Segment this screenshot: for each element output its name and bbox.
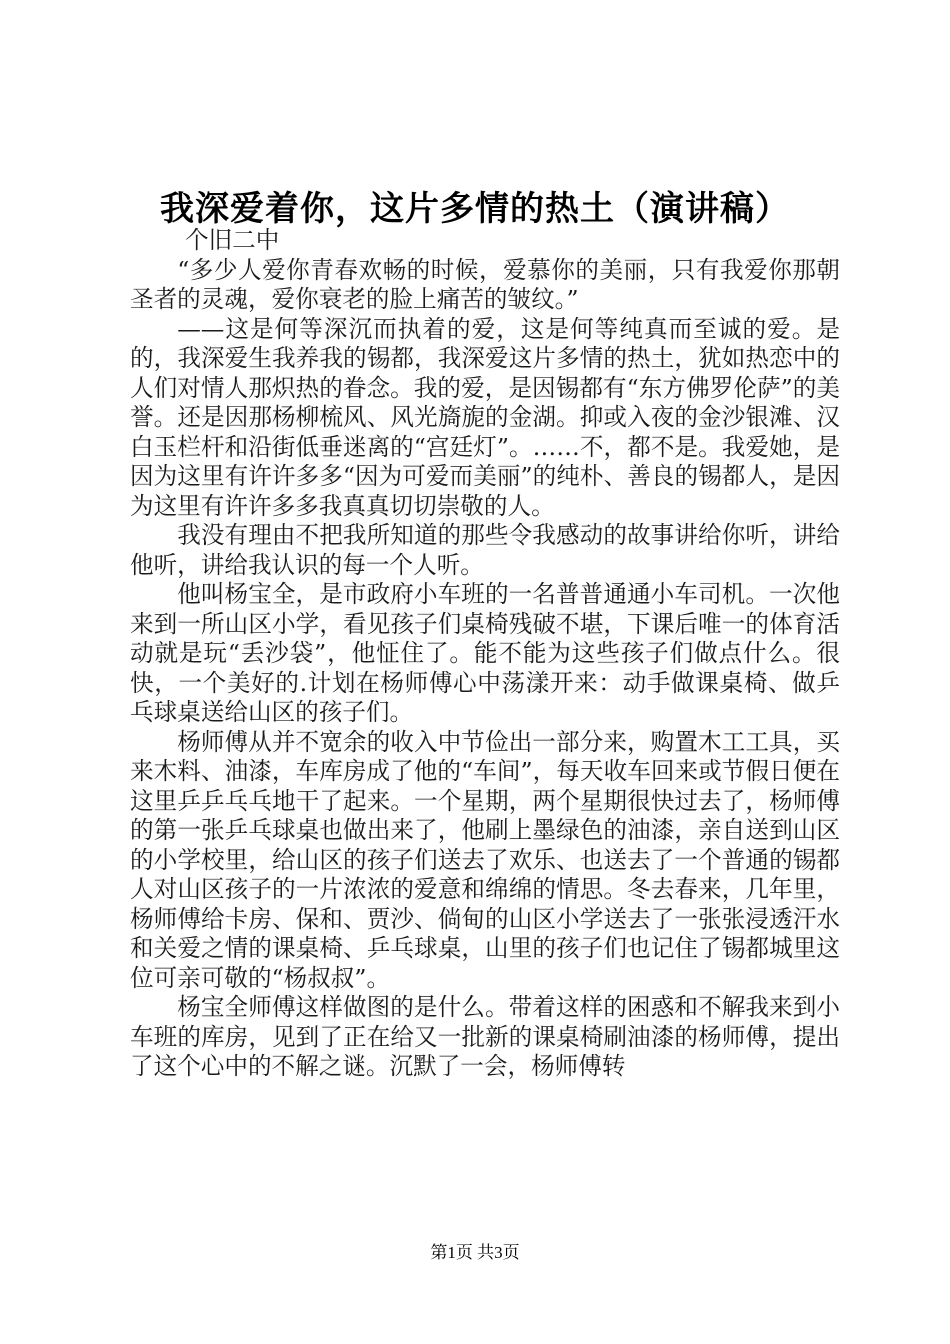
- page-number: 第1页 共3页: [430, 1243, 520, 1262]
- document-body: [130, 226, 840, 1082]
- paragraph: 杨师傅从并不宽余的收入中节俭出一部分来，购置木工工具，买来木料、油漆，车库房成了他的“车间”，每天收车回来或节假日便在这里乒乒乓乓地干了起来。一个星期，两个星期很快过去了，杨师傅的第一张乒乓球桌也做出来了，他刷上墨绿色的油漆，亲自送到山区的小学校里，给山区的孩子们送去了欢乐、也送去了一个普通的锡都人对山区孩子的一片浓浓的爱意和绵绵的情思。冬去春来，几年里，杨师傅给卡房、保和、贾沙、倘甸的山区小学送去了一张张浸透汗水和关爱之情的课桌椅、乒乓球桌，山里的孩子们也记住了锡都城里这位可亲可敬的“杨叔叔”。: [130, 727, 840, 992]
- document-title: 我深爱着你，这片多情的热土（演讲稿）: [160, 189, 790, 229]
- paragraph: “多少人爱你青春欢畅的时候，爱慕你的美丽，只有我爱你那朝圣者的灵魂，爱你衰老的脸上痛苦的皱纹。”: [130, 255, 840, 313]
- paragraph: 我没有理由不把我所知道的那些令我感动的故事讲给你听，讲给他听，讲给我认识的每一个人听。: [130, 521, 840, 579]
- paragraph: 他叫杨宝全，是市政府小车班的一名普普通通小车司机。一次他来到一所山区小学，看见孩子们桌椅残破不堪，下课后唯一的体育活动就是玩“丢沙袋”，他怔住了。能不能为这些孩子们做点什么。很快，一个美好的.计划在杨师傅心中荡漾开来：动手做课桌椅、做乒乓球桌送给山区的孩子们。: [130, 580, 840, 726]
- school-name: 个旧二中: [185, 226, 280, 254]
- paragraph: ——这是何等深沉而执着的爱，这是何等纯真而至诚的爱。是的，我深爱生我养我的锡都，我深爱这片多情的热土，犹如热恋中的人们对情人那炽热的眷念。我的爱，是因锡都有“东方佛罗伦萨”的美誉。还是因那杨柳梳风、风光旖旎的金湖。抑或入夜的金沙银滩、汉白玉栏杆和沿街低垂迷离的“宫廷灯”。……不，都不是。我爱她，是因为这里有许许多多“因为可爱而美丽”的纯朴、善良的锡都人，是因为这里有许许多多我真真切切崇敬的人。: [130, 314, 840, 520]
- paragraph: 杨宝全师傅这样做图的是什么。带着这样的困惑和不解我来到小车班的库房，见到了正在给又一批新的课桌椅刷油漆的杨师傅，提出了这个心中的不解之谜。沉默了一会，杨师傅转: [130, 993, 840, 1080]
